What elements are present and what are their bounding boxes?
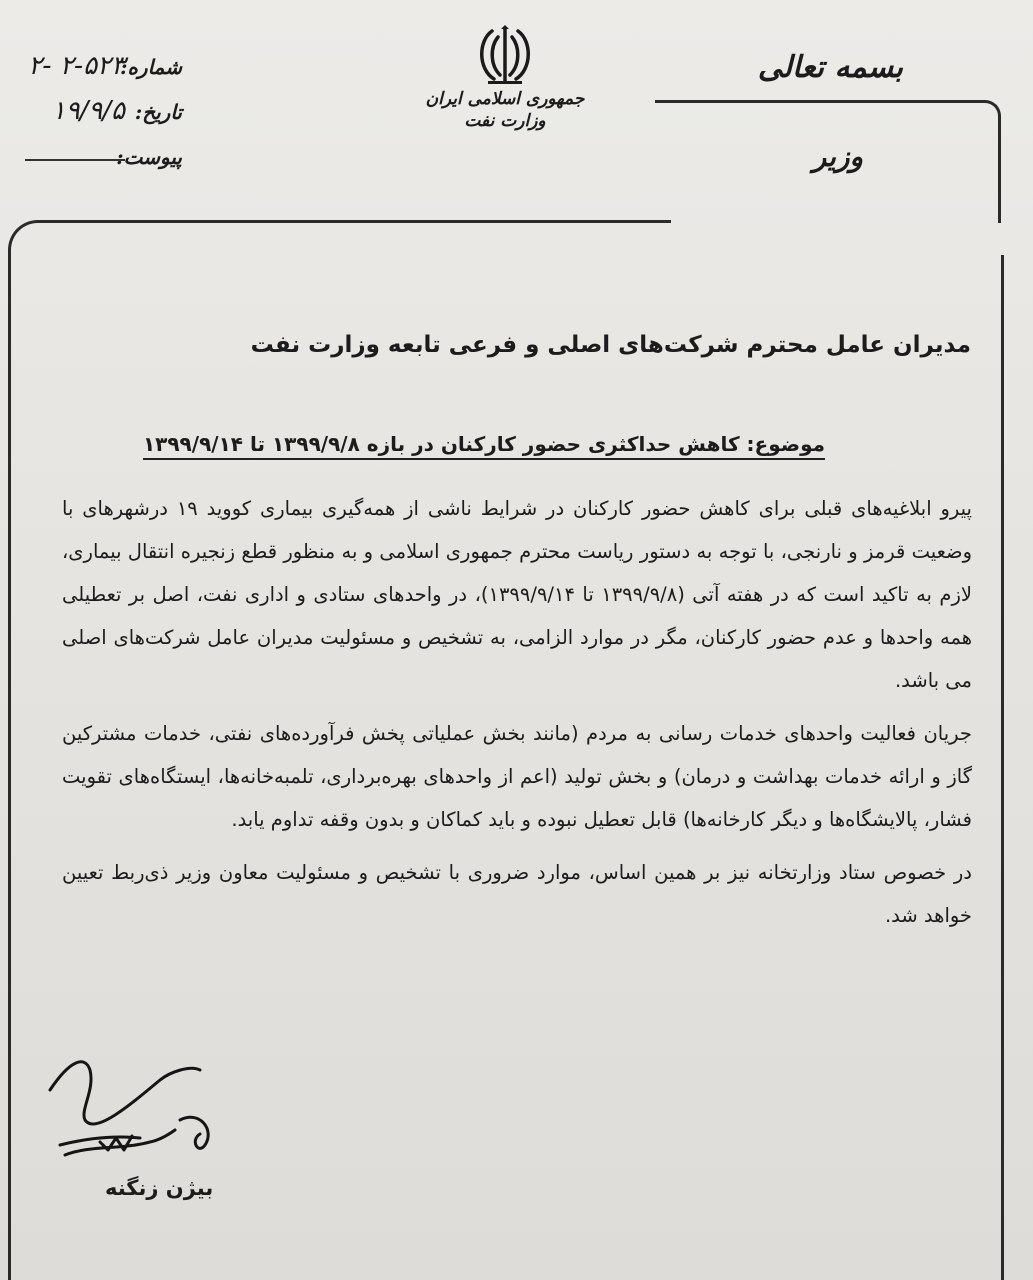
letter-subject: موضوع: کاهش حداکثری حضور کارکنان در بازه ۱۳۹۹/۹/۸ تا ۱۳۹۹/۹/۱۴ [143, 432, 825, 460]
reference-date-value: ۱۹/۹/۵ [51, 96, 125, 126]
handwritten-signature [40, 1050, 240, 1170]
ministry-name: وزارت نفت [464, 111, 546, 131]
reference-attachment-blank [25, 159, 125, 161]
reference-block [0, 51, 200, 190]
republic-name: جمهوری اسلامی ایران [425, 89, 585, 109]
reference-number-value: ۲-۵۲۳ -۲ [28, 51, 125, 81]
iran-emblem-icon [470, 25, 540, 87]
reference-date-label: تاریخ: [134, 100, 182, 124]
body-paragraph: جریان فعالیت واحدهای خدمات رسانی به مردم (مانند بخش عملیاتی پخش فرآورده‌های نفتی، خدمات مشترکین گاز و ارائه خدمات بهداشت و درمان) و بخش تولید (اعم از واحدهای بهره‌برداری، تلمبه‌خانه‌ها، ایستگاه‌های تقویت فشار، پالایشگاه‌ها و دیگر کارخانه‌ها) قابل تعطیل نبوده و باید کماکان و بدون وقفه تداوم یابد. [62, 722, 972, 831]
reference-attachment-label: پیوست: [116, 145, 182, 169]
letter-addressee: مدیران عامل محترم شرکت‌های اصلی و فرعی تابعه وزارت نفت [250, 332, 971, 358]
header-border-left [8, 220, 671, 283]
reference-attachment-row [0, 145, 200, 190]
body-paragraph: پیرو ابلاغیه‌های قبلی برای کاهش حضور کارکنان در شرایط ناشی از همه‌گیری بیماری کووید ۱۹ درشهرهای با وضعیت قرمز و نارنجی، با توجه به دستور ریاست محترم جمهوری اسلامی و به منظور قطع زنجیره انتقال بیماری، لازم به تاکید است که در هفته آتی (۱۳۹۹/۹/۸ تا ۱۳۹۹/۹/۱۴)، در واحدهای ستادی و اداری نفت، اصل بر تعطیلی همه واحدها و عدم حضور کارکنان، مگر در موارد الزامی، به تشخیص و مسئولیت مدیران عامل شرکت‌های اصلی می باشد. [62, 497, 973, 692]
reference-number-row [0, 51, 200, 100]
letterhead-org [420, 88, 590, 132]
bismillah-heading: بسمه تعالی [757, 50, 903, 85]
letter-body [62, 487, 972, 947]
reference-date-row [0, 96, 200, 145]
body-paragraph: در خصوص ستاد وزارتخانه نیز بر همین اساس، موارد ضروری با تشخیص و مسئولیت معاون وزیر ذی‌ربط تعیین خواهد شد. [62, 861, 972, 927]
reference-number-label: شماره: [120, 55, 182, 79]
signer-name: بیژن زنگنه [105, 1176, 214, 1200]
minister-title: وزیر [812, 140, 863, 173]
